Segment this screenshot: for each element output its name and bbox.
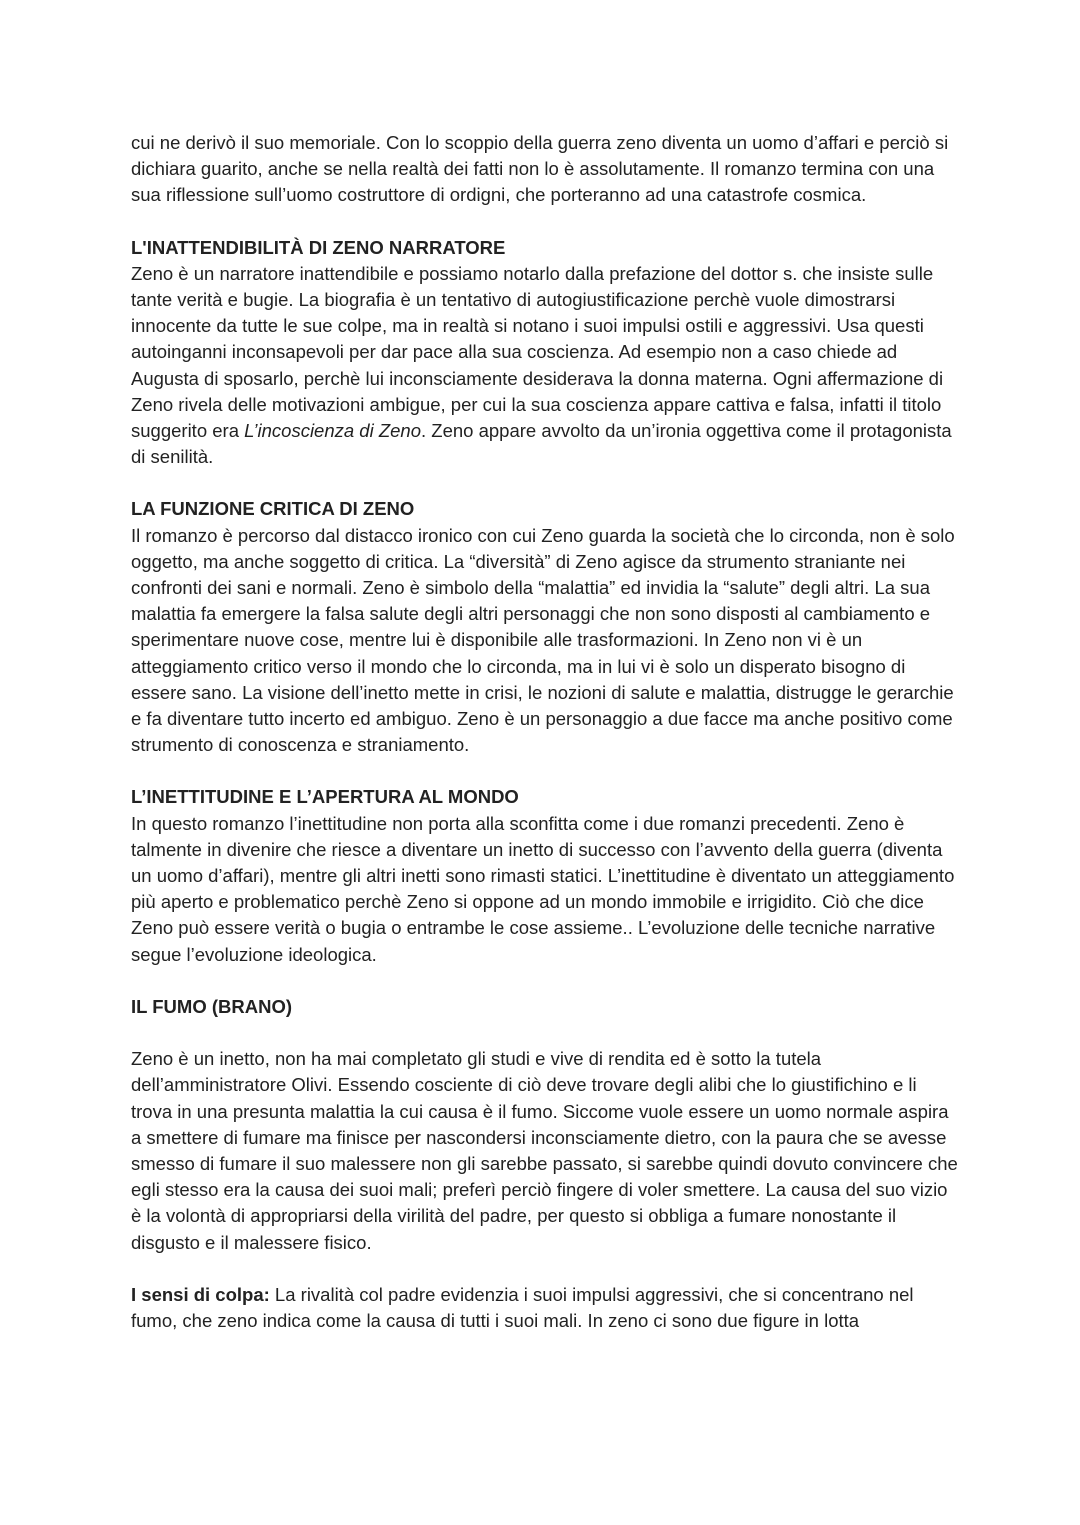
spacer	[131, 209, 961, 235]
heading-inattendibilita: L'INATTENDIBILITÀ DI ZENO NARRATORE	[131, 236, 506, 258]
paragraph-text: Zeno è un narratore inattendibile e possiamo notarlo dalla prefazione del dottor s. che insiste sulle tante verità e bugie. La biografia è un tentativo di autogiustificazione perchè vuole dimostrarsi innocente da tutte le sue colpe, ma in realtà si notano i suoi impulsi ostili e aggressivi. Usa questi autoinganni inconsapevoli per dar pace alla sua coscienza. Ad esempio non a caso chiede ad Augusta di sposarlo, perchè lui inconsciamente desiderava la donna materna. Ogni affermazione di Zeno rivela delle motivazioni ambigue, per cui la sua coscienza appare cattiva e falsa, infatti il titolo suggerito era	[131, 262, 944, 442]
spacer	[131, 470, 961, 496]
paragraph-inettitudine: In questo romanzo l’inettitudine non porta alla sconfitta come i due romanzi precedenti. Zeno è talmente in divenire che riesce a diventare un inetto di successo con l’avvento della guerra (diventa un uomo d’affari), mentre gli altri inetti sono rimasti statici. L’inettitudine è diventato un atteggiamento più aperto e problematico perchè Zeno si oppone ad un mondo immobile e irrigidito. Ciò che dice Zeno può essere verità o bugia o entrambe le cose assieme.. L’evoluzione delle tecniche narrative segue l’evoluzione ideologica.	[131, 812, 955, 965]
heading-funzione-critica: LA FUNZIONE CRITICA DI ZENO	[131, 498, 415, 520]
paragraph-text: . Zeno appare avvolto da un’ironia oggettiva come il protagonista di senilità.	[131, 420, 952, 468]
spacer	[131, 758, 961, 784]
document-page	[131, 130, 961, 1334]
paragraph-text: La rivalità col padre evidenzia i suoi impulsi aggressivi, che si concentrano nel fumo, che zeno indica come la causa di tutti i suoi mali. In zeno ci sono due figure in lotta	[131, 1283, 914, 1331]
paragraph-funzione-critica: Il romanzo è percorso dal distacco ironico con cui Zeno guarda la società che lo circonda, non è solo oggetto, ma anche soggetto di critica. La “diversità” di Zeno agisce da strumento straniante nei confronti dei sani e normali. Zeno è simbolo della “malattia” ed invidia la “salute” degli altri. La sua malattia fa emergere la falsa salute degli altri personaggi che non sono disposti al cambiamento e sperimentare nuove cose, mentre lui è disponibile alle trasformazioni. In Zeno non vi è un atteggiamento critico verso il mondo che lo circonda, ma in lui vi è solo un disperato bisogno di essere sano. La visione dell’inetto mette in crisi, le nozioni di salute e malattia, distrugge le gerarchie e fa diventare tutto incerto ed ambiguo. Zeno è un personaggio a due facce ma anche positivo come strumento di conoscenza e straniamento.	[131, 524, 955, 756]
book-title-italic: L’incoscienza di Zeno	[244, 420, 422, 442]
spacer	[131, 1020, 961, 1046]
paragraph-inattendibilita	[131, 261, 961, 471]
paragraph-il-fumo: Zeno è un inetto, non ha mai completato gli studi e vive di rendita ed è sotto la tutela dell’amministratore Olivi. Essendo cosciente di ciò deve trovare degli alibi che lo giustifichino e li trova in una presunta malattia la cui causa è il fumo. Siccome vuole essere un uomo normale aspira a smettere di fumare ma finisce per nascondersi inconsciamente dietro, con la paura che se avesse smesso di fumare il suo malessere non gli sarebbe passato, si sarebbe quindi dovuto convincere che egli stesso era la causa dei suoi mali; preferì perciò fingere di voler smettere. La causa del suo vizio è la volontà di appropriarsi della virilità del padre, per questo si obbliga a fumare nonostante il disgusto e il malessere fisico.	[131, 1048, 958, 1253]
intro-paragraph: cui ne derivò il suo memoriale. Con lo scoppio della guerra zeno diventa un uomo d’affari e perciò si dichiara guarito, anche se nella realtà dei fatti non lo è assolutamente. Il romanzo termina con una sua riflessione sull’uomo costruttore di ordigni, che porteranno ad una catastrofe cosmica.	[131, 132, 949, 206]
spacer	[131, 1256, 961, 1282]
heading-il-fumo: IL FUMO (BRANO)	[131, 995, 292, 1017]
inline-label-sensi-di-colpa: I sensi di colpa:	[131, 1283, 270, 1305]
heading-inettitudine: L’INETTITUDINE E L’APERTURA AL MONDO	[131, 786, 519, 808]
paragraph-sensi-di-colpa	[131, 1282, 961, 1334]
spacer	[131, 968, 961, 994]
